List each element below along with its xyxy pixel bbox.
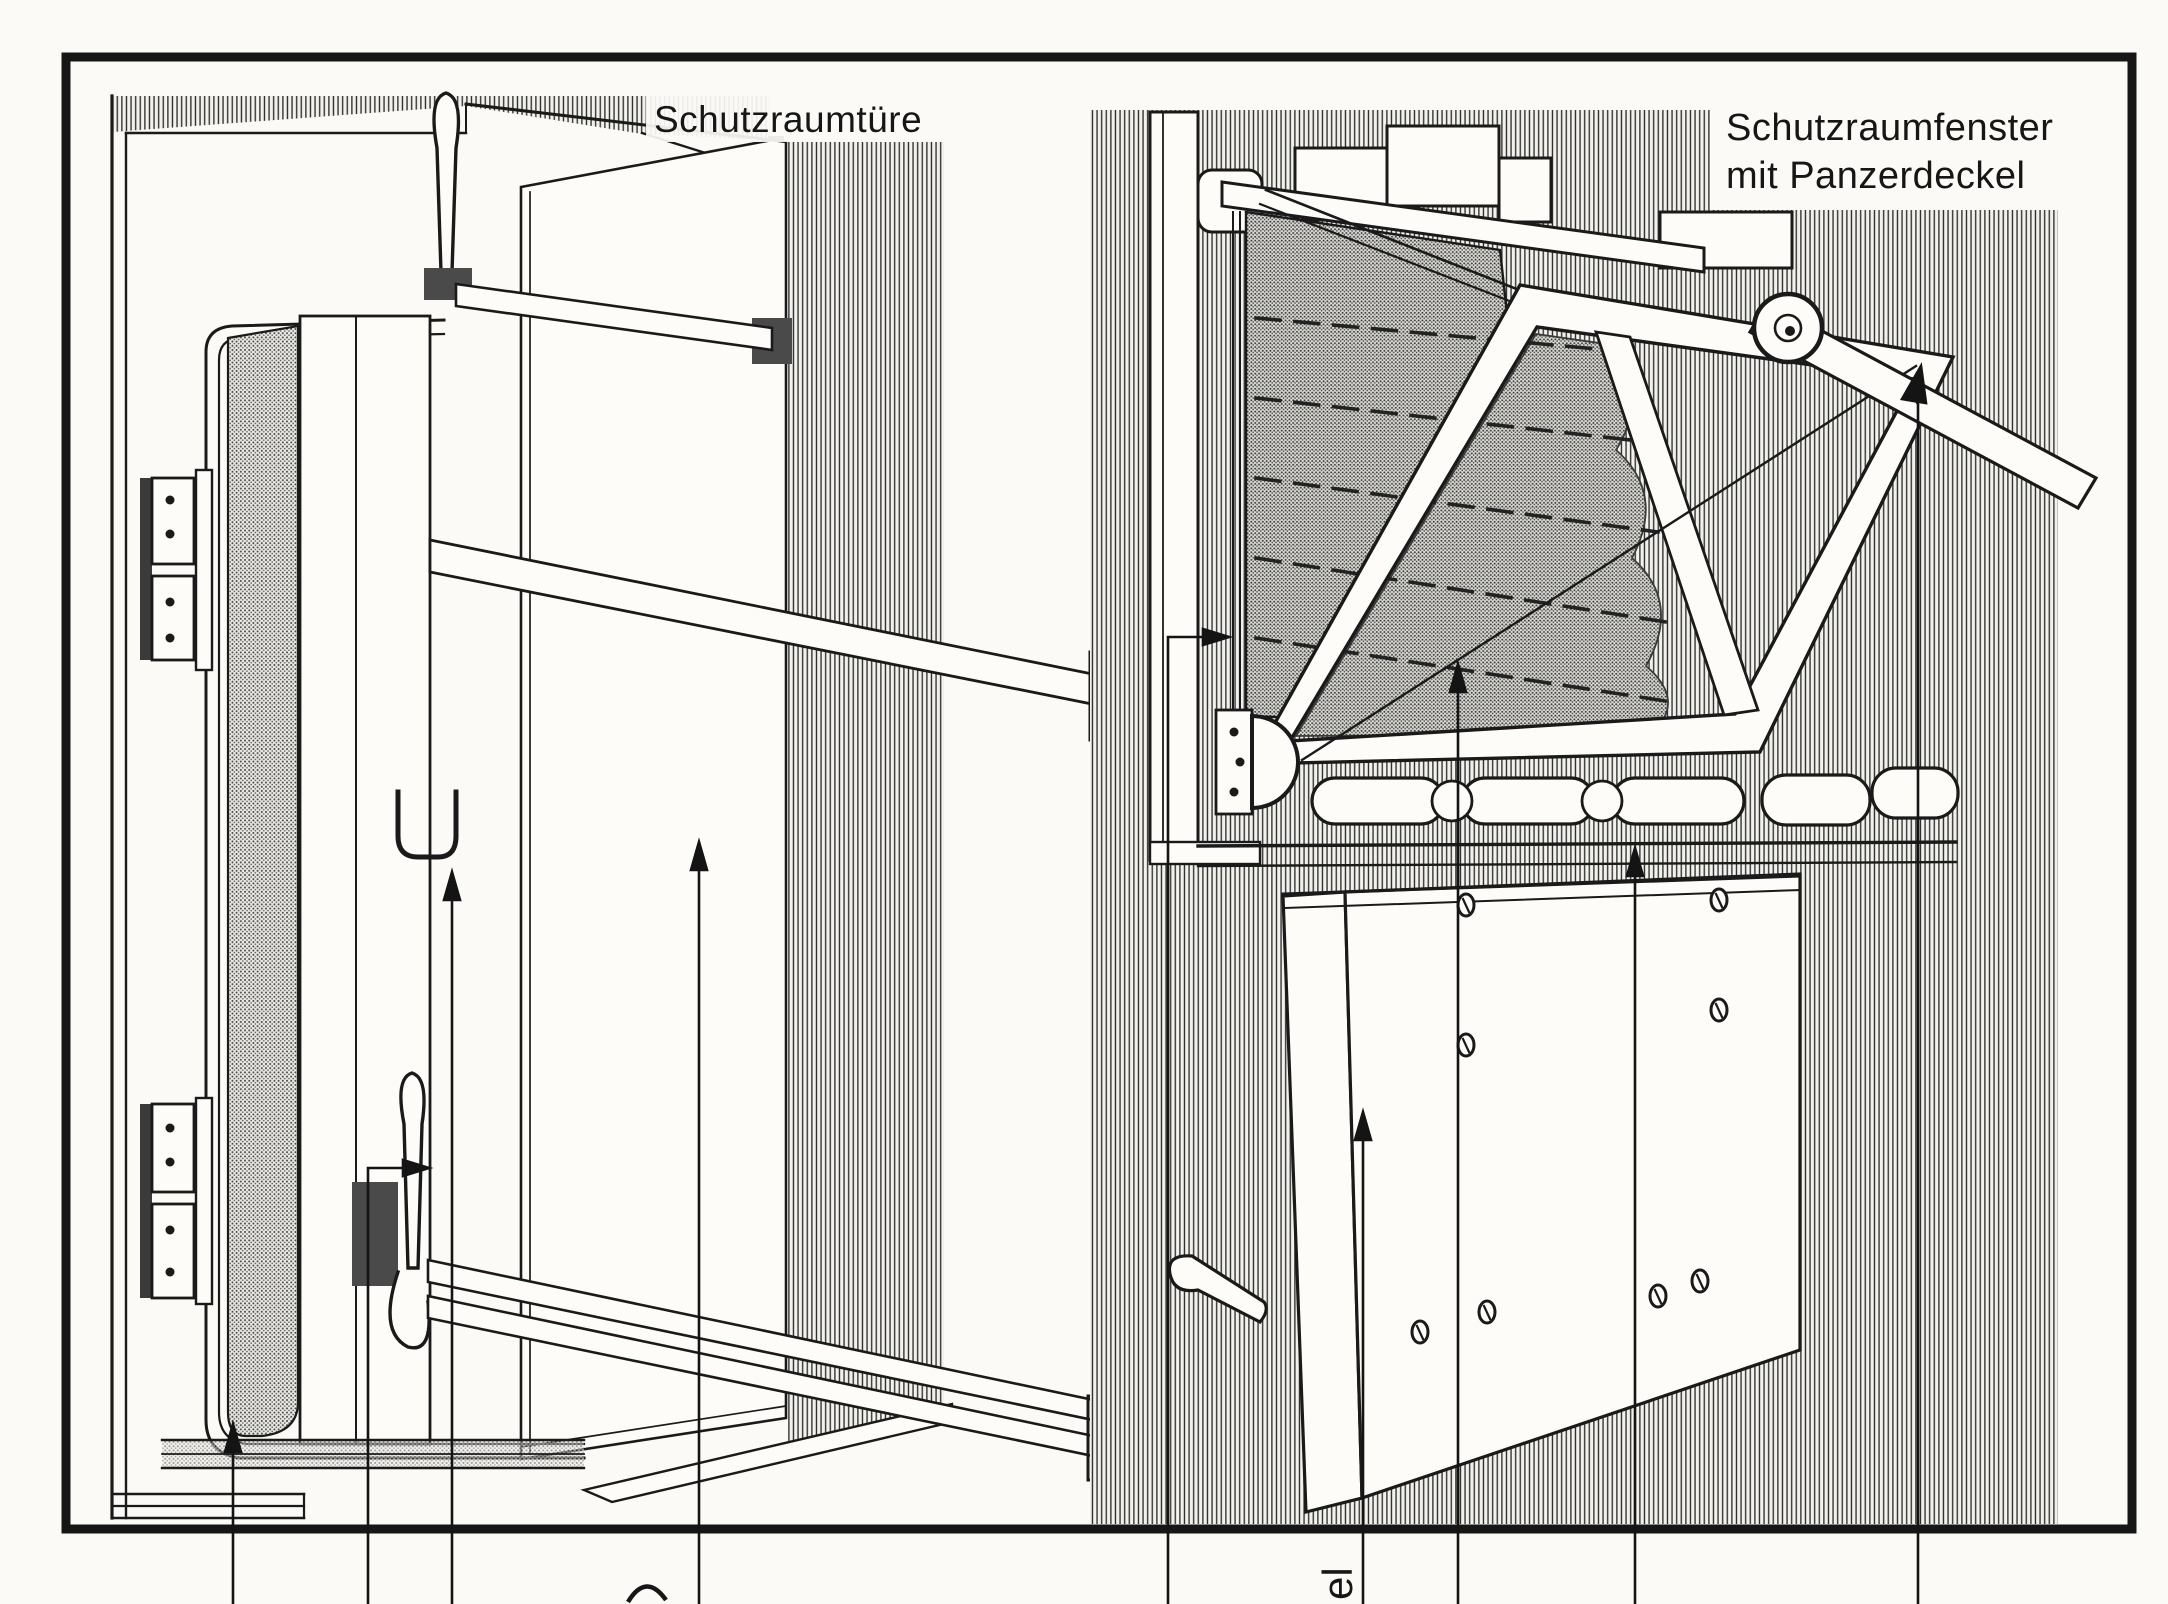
callout-door-seal	[225, 1424, 241, 1604]
door-rubber-seal-strip	[228, 326, 298, 1436]
arrow-up-icon	[444, 872, 460, 900]
cutoff-caption-fragment-right: el	[1314, 1567, 1361, 1600]
cutoff-caption-fragment-left	[628, 1586, 666, 1602]
window-figure	[1090, 86, 2096, 1604]
door-hinge-upper	[140, 470, 212, 670]
door-figure	[112, 93, 1152, 1604]
door-hinge-lower	[140, 1098, 212, 1304]
door-figure-label: Schutzraumtüre	[654, 99, 923, 140]
callout-door-handle	[444, 872, 460, 1604]
cover-pivot-ring	[1754, 294, 1822, 362]
door-wall-hatch-right	[788, 142, 944, 1442]
window-figure-label-line1: Schutzraumfenster	[1726, 107, 2054, 149]
window-figure-label-line2: mit Panzerdeckel	[1726, 155, 2026, 197]
